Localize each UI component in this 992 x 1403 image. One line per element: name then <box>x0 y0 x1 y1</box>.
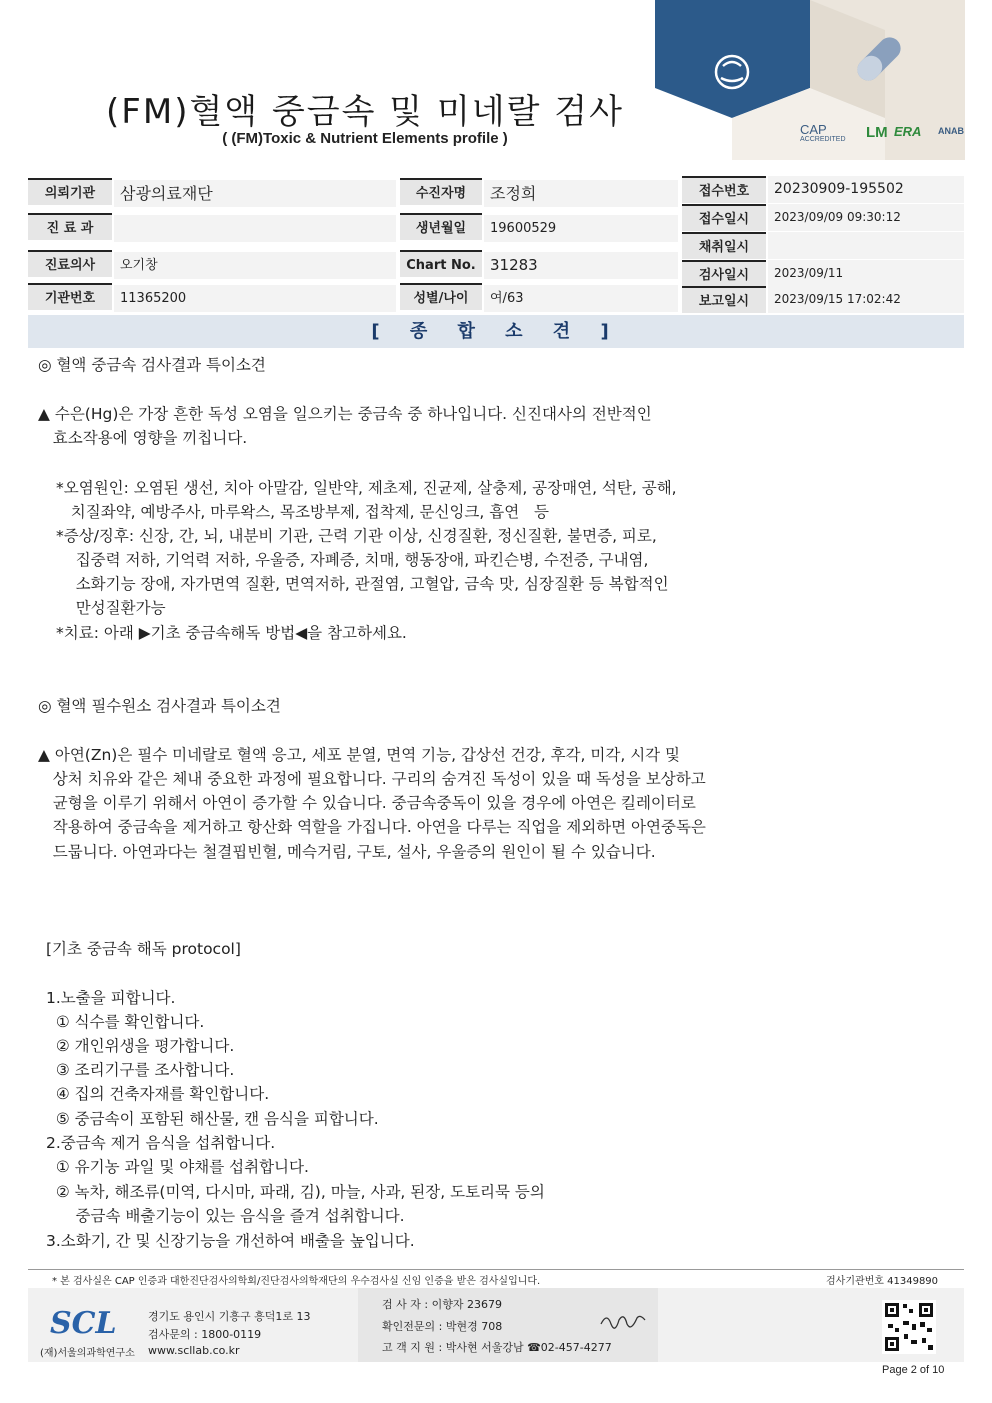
confirming-doctor: 확인전문의 : 박현경 708 <box>382 1320 503 1333</box>
zinc-line-4: 작용하여 중금속을 제거하고 항산화 역할을 가집니다. 아연을 다루는 직업을 제외하면 아연중독은 <box>38 818 706 836</box>
protocol-step-2a: ① 유기농 과일 및 야채를 섭취합니다. <box>46 1158 309 1176</box>
doctor-value: 오기창 <box>114 252 396 279</box>
collect-label: 채취일시 <box>682 232 766 259</box>
mercury-cause-2: 치질좌약, 예방주사, 마루왁스, 목조방부제, 접착제, 문신잉크, 흡연 등 <box>56 503 549 521</box>
signature <box>598 1310 648 1332</box>
collect-value <box>768 232 964 259</box>
zinc-line-3: 균형을 이루기 위해서 아연이 증가할 수 있습니다. 중금속중독이 있을 경우에 아연은 킬레이터로 <box>38 794 696 812</box>
cap-logo: CAP <box>800 122 827 137</box>
test-date-value: 2023/09/11 <box>768 260 964 287</box>
lab-website[interactable]: www.scllab.co.kr <box>148 1344 240 1357</box>
protocol-step-1d: ④ 집의 건축자재를 확인합니다. <box>46 1085 270 1103</box>
protocol-step-2b: ② 녹차, 해조류(미역, 다시마, 파래, 김), 마늘, 사과, 된장, 도토리묵 등의 <box>46 1183 545 1201</box>
dept-label: 진 료 과 <box>28 213 112 240</box>
chart-label: Chart No. <box>400 250 482 277</box>
mercury-symptom-4: 만성질환가능 <box>56 599 166 617</box>
scl-name: (재)서울의과학연구소 <box>40 1348 135 1359</box>
mercury-symptom-3: 소화기능 장애, 자가면역 질환, 면역저하, 관절염, 고혈압, 금속 맛, 심장질환 등 복합적인 <box>56 575 669 593</box>
mercury-line-1: ▲ 수은(Hg)은 가장 흔한 독성 오염을 일으키는 중금속 중 하나입니다. 신진대사의 전반적인 <box>38 405 652 423</box>
qr-code-icon <box>882 1300 936 1354</box>
footer-box <box>28 1288 964 1362</box>
protocol-title: [기초 중금속 해독 protocol] <box>46 940 241 958</box>
recv-date-value: 2023/09/09 09:30:12 <box>768 204 964 231</box>
sex-value: 여/63 <box>484 285 678 312</box>
accreditation-logos <box>800 122 970 152</box>
protocol-step-2: 2.중금속 제거 음식을 섭취합니다. <box>46 1134 276 1152</box>
recv-no-value: 20230909-195502 <box>768 176 964 203</box>
mercury-treatment: *치료: 아래 ▶기초 중금속해독 방법◀을 참고하세요. <box>56 624 407 642</box>
recv-no-label: 접수번호 <box>682 176 766 203</box>
protocol-step-1e: ⑤ 중금속이 포함된 해산물, 캔 음식을 피합니다. <box>46 1110 379 1128</box>
patient-value: 조정희 <box>484 180 678 207</box>
summary-heading: [ 종 합 소 견 ] <box>28 315 964 348</box>
report-date-label: 보고일시 <box>682 286 766 313</box>
lab-registration-number: 검사기관번호 41349890 <box>826 1276 939 1287</box>
mercury-symptom-2: 집중력 저하, 기억력 저하, 우울증, 자폐증, 치매, 행동장애, 파킨슨병, 수전증, 구내염, <box>56 551 649 569</box>
mercury-symptom-1: *증상/징후: 신장, 간, 뇌, 내분비 기관, 근력 기관 이상, 신경질환, 정신질환, 불면증, 피로, <box>56 527 657 545</box>
report-date-value: 2023/09/15 17:02:42 <box>768 286 964 313</box>
institution-label: 의뢰기관 <box>28 178 112 205</box>
dob-value: 19600529 <box>484 215 678 242</box>
dept-value <box>114 215 396 242</box>
protocol-step-1c: ③ 조리기구를 조사합니다. <box>46 1061 235 1079</box>
page-subtitle: ( (FM)Toxic & Nutrient Elements profile ) <box>222 130 508 147</box>
test-date-label: 검사일시 <box>682 260 766 287</box>
mercury-cause-1: *오염원인: 오염된 생선, 치아 아말감, 일반약, 제초제, 진균제, 살충제, 공장매연, 석탄, 공해, <box>56 479 677 497</box>
accreditation-note: * 본 검사실은 CAP 인증과 대한진단검사의학회/진단검사의학재단의 우수검사실 신임 인증을 받은 검사실입니다. <box>52 1276 541 1287</box>
chart-value: 31283 <box>484 252 678 279</box>
institution-value: 삼광의료재단 <box>114 180 396 207</box>
lab-address: 경기도 용인시 기흥구 흥덕1로 13 <box>148 1310 311 1323</box>
doctor-label: 진료의사 <box>28 250 112 277</box>
dob-label: 생년월일 <box>400 213 482 240</box>
protocol-step-1b: ② 개인위생을 평가합니다. <box>46 1037 235 1055</box>
recv-date-label: 접수일시 <box>682 204 766 231</box>
inst-no-label: 기관번호 <box>28 283 112 310</box>
lab-phone: 검사문의 : 1800-0119 <box>148 1328 262 1341</box>
protocol-step-2c: 중금속 배출기능이 있는 음식을 즐겨 섭취합니다. <box>46 1207 405 1225</box>
protocol-step-1: 1.노출을 피합니다. <box>46 989 176 1007</box>
protocol-step-1a: ① 식수를 확인합니다. <box>46 1013 205 1031</box>
zinc-line-2: 상처 치유와 같은 체내 중요한 과정에 필요합니다. 구리의 숨겨진 독성이 있을 때 독성을 보상하고 <box>38 770 706 788</box>
lm-logo: LM <box>866 124 888 141</box>
customer-support: 고 객 지 원 : 박사현 서울강남 ☎02-457-4277 <box>382 1341 612 1354</box>
protocol-step-3: 3.소화기, 간 및 신장기능을 개선하여 배출을 높입니다. <box>46 1232 415 1250</box>
sex-label: 성별/나이 <box>400 283 482 310</box>
footer-divider <box>28 1269 964 1270</box>
zinc-line-5: 드뭅니다. 아연과다는 철결핍빈혈, 메슥거림, 구토, 설사, 우울증의 원인이 될 수 있습니다. <box>38 843 656 861</box>
mercury-line-2: 효소작용에 영향을 끼칩니다. <box>38 429 248 447</box>
patient-info-table <box>28 176 964 310</box>
page-number: Page 2 of 10 <box>882 1364 945 1376</box>
zinc-line-1: ▲ 아연(Zn)은 필수 미네랄로 혈액 응고, 세포 분열, 면역 기능, 갑상선 건강, 후각, 미각, 시각 및 <box>38 746 681 764</box>
section-essential-title: ◎ 혈액 필수원소 검사결과 특이소견 <box>38 697 281 715</box>
anab-logo: ANAB <box>938 126 964 136</box>
scl-logo: SCL <box>50 1306 117 1341</box>
patient-label: 수진자명 <box>400 178 482 205</box>
inst-no-value: 11365200 <box>114 285 396 312</box>
tester: 검 사 자 : 이향자 23679 <box>382 1298 502 1311</box>
cap-logo-sub: ACCREDITED <box>800 136 846 143</box>
page-title: (FM)혈액 중금속 및 미네랄 검사 <box>106 92 624 132</box>
section-heavy-metal-title: ◎ 혈액 중금속 검사결과 특이소견 <box>38 356 266 374</box>
era-logo: ERA <box>894 124 922 139</box>
